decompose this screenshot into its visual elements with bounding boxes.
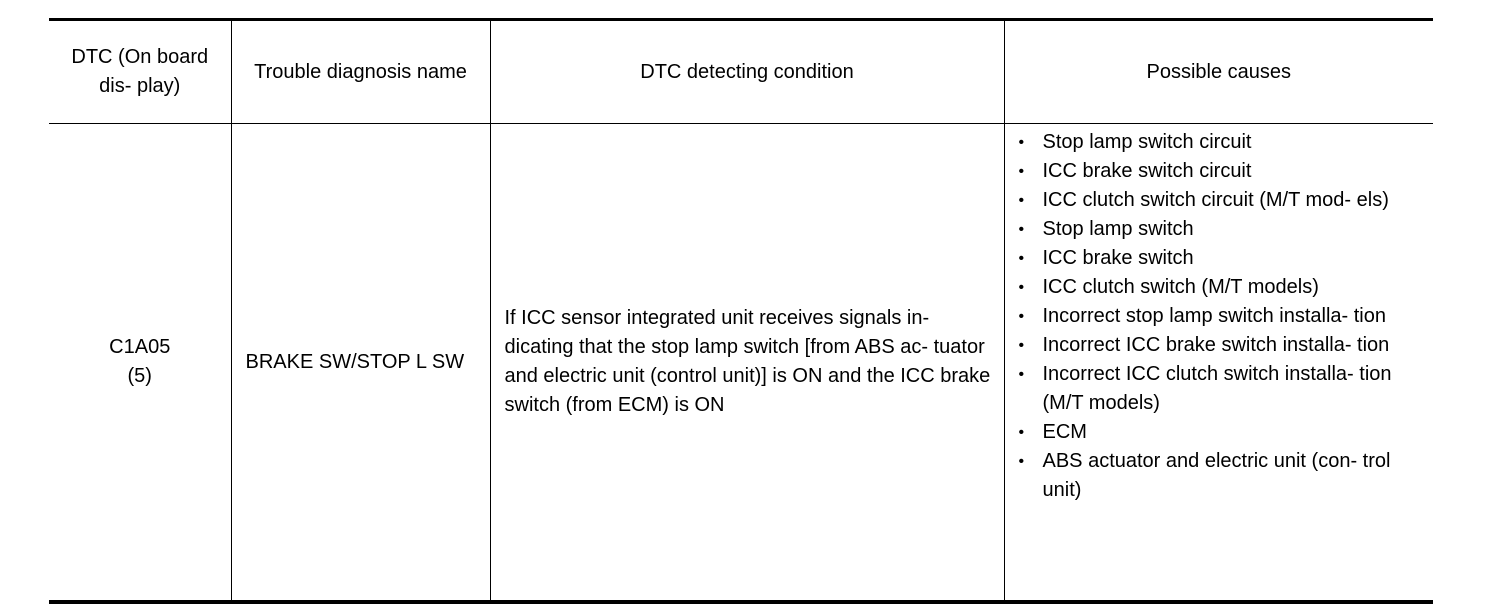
cause-text: Incorrect ICC clutch switch installa- tion (M/T models)	[1042, 363, 1392, 414]
list-item	[1017, 244, 1414, 273]
bullet-icon: •	[1018, 366, 1025, 383]
list-item	[1017, 418, 1414, 447]
cause-text: ICC clutch switch circuit (M/T mod- els)	[1042, 189, 1389, 211]
cause-text: ICC brake switch circuit	[1042, 160, 1252, 182]
cause-text: ICC clutch switch (M/T models)	[1042, 276, 1319, 298]
list-item	[1017, 360, 1414, 418]
bullet-icon: •	[1018, 453, 1025, 470]
list-item	[1017, 215, 1414, 244]
cause-text: ABS actuator and electric unit (con- trol unit)	[1042, 450, 1391, 501]
list-item	[1017, 302, 1414, 331]
bullet-icon: •	[1018, 163, 1025, 180]
header-detecting-condition: DTC detecting condition	[490, 20, 1004, 124]
detecting-condition: If ICC sensor integrated unit receives signals in- dicating that the stop lamp switch [from ABS ac- tuator and electric unit (control unit)] is ON and the ICC brake switch (from ECM) is ON	[490, 124, 1004, 603]
list-item	[1017, 186, 1414, 215]
cause-text: Stop lamp switch circuit	[1042, 131, 1252, 153]
dtc-code-cell	[49, 124, 231, 603]
bullet-icon: •	[1018, 250, 1025, 267]
bullet-icon: •	[1018, 424, 1025, 441]
table-row	[49, 124, 1433, 603]
bullet-icon: •	[1018, 337, 1025, 354]
dtc-table	[49, 18, 1433, 604]
bullet-icon: •	[1018, 221, 1025, 238]
bullet-icon: •	[1018, 192, 1025, 209]
table-body	[49, 124, 1433, 603]
list-item	[1017, 128, 1414, 157]
bullet-icon: •	[1018, 308, 1025, 325]
dtc-code: C1A05	[109, 336, 171, 358]
bullet-icon: •	[1018, 279, 1025, 296]
cause-text: Incorrect stop lamp switch installa- tion	[1042, 305, 1386, 327]
cause-text: ICC brake switch	[1042, 247, 1194, 269]
possible-causes-cell	[1004, 124, 1433, 603]
diagnosis-name: BRAKE SW/STOP L SW	[231, 124, 490, 603]
list-item	[1017, 157, 1414, 186]
dtc-display-number: (5)	[127, 365, 152, 387]
table-header	[49, 20, 1433, 124]
bullet-icon: •	[1018, 134, 1025, 151]
header-row	[49, 20, 1433, 124]
list-item	[1017, 273, 1414, 302]
list-item	[1017, 331, 1414, 360]
header-diagnosis-name: Trouble diagnosis name	[231, 20, 490, 124]
header-possible-causes: Possible causes	[1004, 20, 1433, 124]
possible-causes-list	[1017, 128, 1414, 505]
cause-text: ECM	[1042, 421, 1087, 443]
cause-text: Stop lamp switch	[1042, 218, 1194, 240]
header-dtc: DTC (On board dis- play)	[49, 20, 231, 124]
cause-text: Incorrect ICC brake switch installa- tion	[1042, 334, 1390, 356]
list-item	[1017, 447, 1414, 505]
